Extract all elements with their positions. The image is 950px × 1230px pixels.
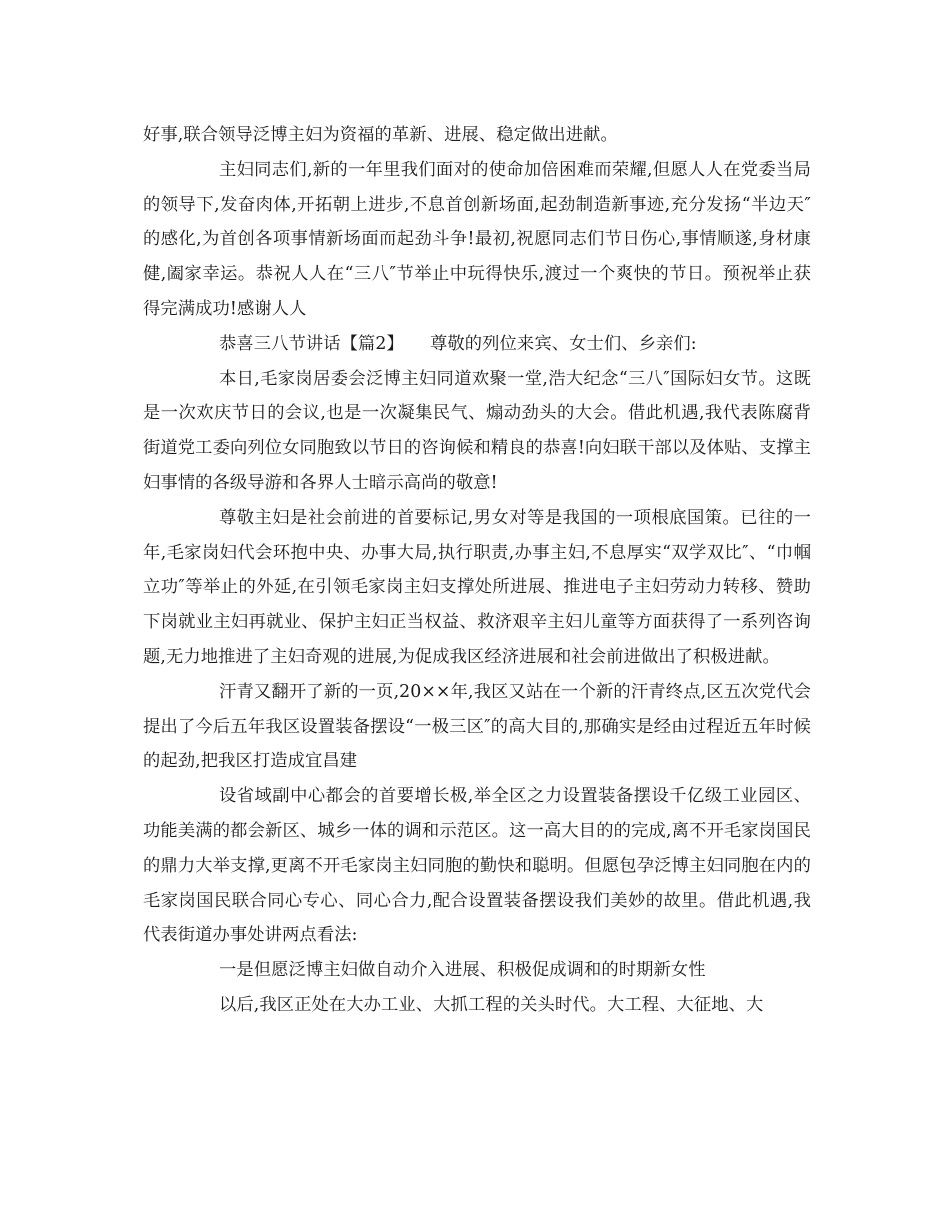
paragraph-goal: 设省域副中心都会的首要增长极,举全区之力设置装备摆设千亿级工业园区、功能美满的都会新区、城乡一体的调和示范区。这一高大目的的完成,离不开毛家岗国民的鼎力大举支撑,更离不开毛家岗主妇同胞的勤快和聪明。但愿包孕泛博主妇同胞在内的毛家岗国民联合同心专心、同心合力,配合设置装备摆设我们美妙的故里。借此机遇,我代表街道办事处讲两点看法: (143, 786, 811, 946)
paragraph-closing-wishes: 主妇同志们,新的一年里我们面对的使命加倍困难而荣耀,但愿人人在党委当局的领导下,发奋肉体,开拓朝上进步,不息首创新场面,起劲制造新事迹,充分发扬“半边天″的感化,为首创各项事情新场面而起劲斗争!最初,祝愿同志们节日伤心,事情顺遂,身材康健,阖家幸运。恭祝人人在“三八″节举止中玩得快乐,渡过一个爽快的节日。预祝举止获得完满成功!感谢人人 (143, 159, 811, 319)
body-text (143, 118, 811, 1023)
paragraph-continuation: 好事,联合领导泛博主妇为资福的革新、进展、稳定做出进献。 (143, 125, 618, 145)
paragraph-point-one: 一是但愿泛博主妇做自动介入进展、积极促成调和的时期新女性 (219, 960, 706, 981)
paragraph-past-year: 尊敬主妇是社会前进的首要标记,男女对等是我国的一项根底国策。已往的一年,毛家岗妇代会环抱中央、办事大局,执行职责,办事主妇,不息厚实“双学双比″、“巾帼立功″等举止的外延,在引领毛家岗主妇支撑处所进展、推进电子主妇劳动力转移、赞助下岗就业主妇再就业、保护主妇正当权益、救济艰辛主妇儿童等方面获得了一系列咨询题,无力地推进了主妇奇观的进展,为促成我区经济进展和社会前进做出了积极进献。 (143, 507, 811, 667)
paragraph-current-period: 以后,我区正处在大办工业、大抓工程的关头时代。大工程、大征地、大 (219, 994, 764, 1015)
paragraph-new-page: 汗青又翻开了新的一页,20××年,我区又站在一个新的汗青终点,区五次党代会提出了今后五年我区设置装备摆设“一极三区″的高大目的,那确实是经由过程近五年时候的起劲,把我区打造成宜昌建 (143, 681, 811, 772)
paragraph-greeting: 本日,毛家岗居委会泛博主妇同道欢聚一堂,浩大纪念“三八″国际妇女节。这既是一次欢庆节日的会议,也是一次凝集民气、煽动劲头的大会。借此机遇,我代表陈腐背街道党工委向列位女同胞致以节日的咨询候和精良的恭喜!向妇联干部以及体贴、支撑主妇事情的各级导游和各界人士暗示高尚的敬意! (143, 368, 811, 493)
speech-heading-part-2: 恭喜三八节讲话【篇2】 尊敬的列位来宾、女士们、乡亲们: (219, 333, 697, 354)
